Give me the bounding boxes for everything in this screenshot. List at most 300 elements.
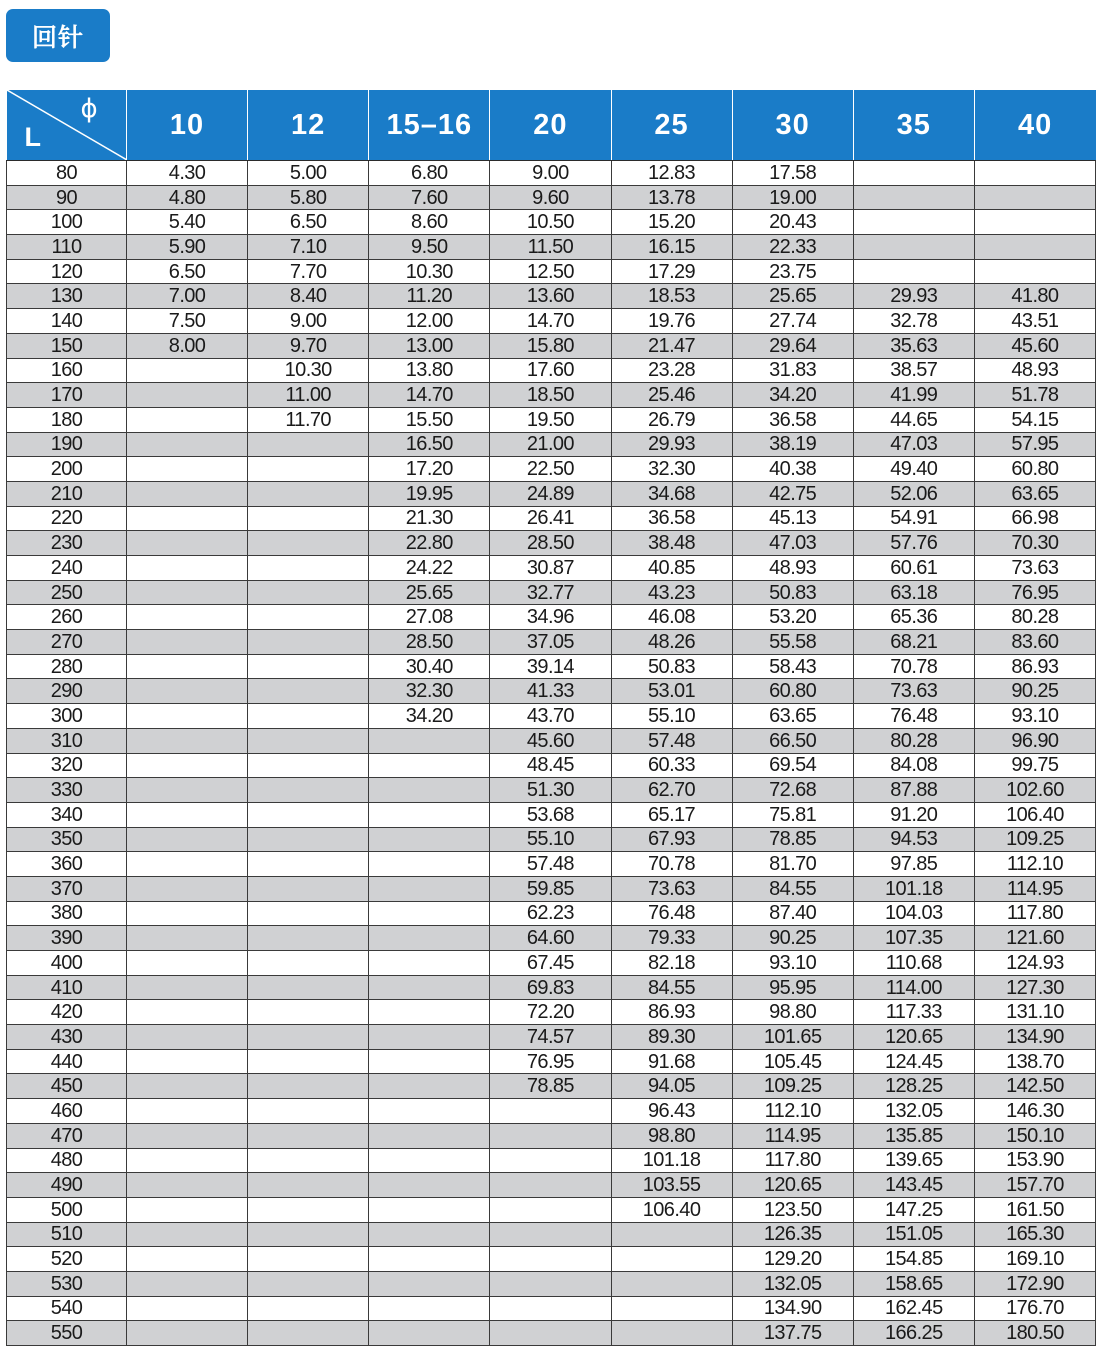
header-row: [7, 90, 1096, 161]
price-cell: 48.93: [732, 556, 853, 581]
price-cell: 129.20: [732, 1247, 853, 1272]
length-cell: 300: [7, 704, 127, 729]
price-cell: 32.77: [490, 580, 611, 605]
price-cell: [127, 1049, 248, 1074]
price-cell: 29.64: [732, 333, 853, 358]
price-cell: 9.50: [369, 235, 490, 260]
price-cell: 47.03: [853, 432, 974, 457]
price-cell: [611, 1222, 732, 1247]
price-cell: 98.80: [611, 1123, 732, 1148]
price-cell: 78.85: [490, 1074, 611, 1099]
length-symbol: L: [24, 122, 42, 152]
table-row: [7, 1074, 1096, 1099]
price-cell: 117.33: [853, 1000, 974, 1025]
price-cell: 30.87: [490, 556, 611, 581]
price-cell: 101.18: [853, 876, 974, 901]
price-cell: 99.75: [974, 753, 1095, 778]
price-cell: 6.50: [127, 259, 248, 284]
length-cell: 440: [7, 1049, 127, 1074]
price-cell: [248, 1173, 369, 1198]
price-cell: 30.40: [369, 654, 490, 679]
table-row: [7, 778, 1096, 803]
price-cell: [490, 1296, 611, 1321]
price-cell: 26.41: [490, 506, 611, 531]
length-cell: 90: [7, 185, 127, 210]
length-cell: 220: [7, 506, 127, 531]
price-cell: 17.58: [732, 161, 853, 186]
price-cell: [248, 556, 369, 581]
price-cell: 25.65: [732, 284, 853, 309]
price-cell: 117.80: [732, 1148, 853, 1173]
price-cell: 12.00: [369, 309, 490, 334]
price-cell: 62.23: [490, 901, 611, 926]
price-cell: [248, 1074, 369, 1099]
length-cell: 530: [7, 1271, 127, 1296]
table-row: [7, 630, 1096, 655]
price-cell: 38.19: [732, 432, 853, 457]
length-cell: 290: [7, 679, 127, 704]
price-cell: 45.60: [974, 333, 1095, 358]
length-cell: 160: [7, 358, 127, 383]
price-cell: 59.85: [490, 876, 611, 901]
length-cell: 370: [7, 876, 127, 901]
price-cell: [127, 926, 248, 951]
table-row: [7, 407, 1096, 432]
price-cell: 24.89: [490, 481, 611, 506]
price-cell: [248, 704, 369, 729]
table-row: [7, 333, 1096, 358]
price-cell: [248, 778, 369, 803]
price-cell: [369, 1099, 490, 1124]
price-cell: 97.85: [853, 852, 974, 877]
price-cell: 101.65: [732, 1025, 853, 1050]
price-cell: 27.08: [369, 605, 490, 630]
price-cell: [248, 1099, 369, 1124]
price-cell: 51.30: [490, 778, 611, 803]
price-cell: 137.75: [732, 1321, 853, 1346]
price-cell: [127, 975, 248, 1000]
price-cell: [369, 1222, 490, 1247]
price-cell: [127, 1247, 248, 1272]
price-cell: 91.20: [853, 802, 974, 827]
price-cell: [490, 1123, 611, 1148]
table-row: [7, 235, 1096, 260]
price-cell: 17.29: [611, 259, 732, 284]
table-row: [7, 1025, 1096, 1050]
price-cell: [369, 1197, 490, 1222]
price-cell: 38.48: [611, 531, 732, 556]
price-cell: 6.80: [369, 161, 490, 186]
price-cell: 96.43: [611, 1099, 732, 1124]
length-cell: 150: [7, 333, 127, 358]
price-cell: [127, 1197, 248, 1222]
price-cell: 27.74: [732, 309, 853, 334]
table-body: [7, 161, 1096, 1346]
diameter-symbol: ϕ: [80, 94, 99, 124]
length-cell: 350: [7, 827, 127, 852]
price-cell: 75.81: [732, 802, 853, 827]
price-cell: 7.00: [127, 284, 248, 309]
length-cell: 100: [7, 210, 127, 235]
length-cell: 500: [7, 1197, 127, 1222]
price-cell: 34.20: [369, 704, 490, 729]
price-cell: [248, 827, 369, 852]
price-cell: 47.03: [732, 531, 853, 556]
price-cell: 11.20: [369, 284, 490, 309]
table-row: [7, 457, 1096, 482]
price-cell: 7.50: [127, 309, 248, 334]
price-cell: 28.50: [369, 630, 490, 655]
price-cell: 112.10: [732, 1099, 853, 1124]
price-cell: 60.80: [974, 457, 1095, 482]
price-cell: 93.10: [732, 951, 853, 976]
price-cell: 5.00: [248, 161, 369, 186]
price-cell: [127, 852, 248, 877]
price-cell: [248, 876, 369, 901]
price-cell: 89.30: [611, 1025, 732, 1050]
column-header-diameter: 30: [732, 90, 853, 161]
table-row: [7, 259, 1096, 284]
price-cell: [369, 1173, 490, 1198]
price-cell: 4.80: [127, 185, 248, 210]
price-cell: 69.83: [490, 975, 611, 1000]
price-cell: 86.93: [974, 654, 1095, 679]
price-cell: 91.68: [611, 1049, 732, 1074]
price-cell: 65.36: [853, 605, 974, 630]
price-cell: [127, 580, 248, 605]
table-row: [7, 185, 1096, 210]
length-cell: 280: [7, 654, 127, 679]
price-cell: 84.55: [732, 876, 853, 901]
price-cell: [974, 185, 1095, 210]
price-cell: [127, 630, 248, 655]
price-cell: 84.08: [853, 753, 974, 778]
price-cell: [490, 1148, 611, 1173]
price-cell: 19.50: [490, 407, 611, 432]
price-cell: 165.30: [974, 1222, 1095, 1247]
table-row: [7, 210, 1096, 235]
price-cell: 72.20: [490, 1000, 611, 1025]
price-cell: [369, 728, 490, 753]
length-cell: 130: [7, 284, 127, 309]
price-cell: [248, 1271, 369, 1296]
table-row: [7, 432, 1096, 457]
length-cell: 110: [7, 235, 127, 260]
price-cell: [611, 1296, 732, 1321]
price-cell: 82.18: [611, 951, 732, 976]
price-cell: 22.80: [369, 531, 490, 556]
table-row: [7, 284, 1096, 309]
table-row: [7, 556, 1096, 581]
price-cell: [127, 432, 248, 457]
column-header-diameter: 20: [490, 90, 611, 161]
price-cell: 142.50: [974, 1074, 1095, 1099]
price-cell: 72.68: [732, 778, 853, 803]
price-cell: 57.48: [611, 728, 732, 753]
price-cell: 51.78: [974, 383, 1095, 408]
price-cell: 12.83: [611, 161, 732, 186]
price-cell: 7.10: [248, 235, 369, 260]
price-cell: 62.70: [611, 778, 732, 803]
price-cell: [369, 926, 490, 951]
price-cell: [369, 1271, 490, 1296]
section-title: 回针: [31, 22, 84, 52]
price-cell: 112.10: [974, 852, 1095, 877]
price-cell: [127, 901, 248, 926]
price-cell: 76.95: [974, 580, 1095, 605]
table-row: [7, 481, 1096, 506]
price-cell: 79.33: [611, 926, 732, 951]
price-cell: 18.53: [611, 284, 732, 309]
table-row: [7, 1099, 1096, 1124]
price-cell: [369, 1074, 490, 1099]
price-cell: 139.65: [853, 1148, 974, 1173]
length-cell: 250: [7, 580, 127, 605]
length-cell: 210: [7, 481, 127, 506]
price-cell: 40.85: [611, 556, 732, 581]
price-cell: 10.30: [369, 259, 490, 284]
length-cell: 520: [7, 1247, 127, 1272]
price-cell: [369, 1025, 490, 1050]
price-cell: [127, 654, 248, 679]
price-cell: 12.50: [490, 259, 611, 284]
length-cell: 390: [7, 926, 127, 951]
price-cell: 158.65: [853, 1271, 974, 1296]
price-cell: 161.50: [974, 1197, 1095, 1222]
length-cell: 490: [7, 1173, 127, 1198]
price-cell: 105.45: [732, 1049, 853, 1074]
price-cell: 53.68: [490, 802, 611, 827]
price-cell: 124.93: [974, 951, 1095, 976]
price-cell: [127, 358, 248, 383]
price-cell: 46.08: [611, 605, 732, 630]
price-cell: 6.50: [248, 210, 369, 235]
price-cell: 17.60: [490, 358, 611, 383]
price-cell: 9.70: [248, 333, 369, 358]
price-cell: 25.46: [611, 383, 732, 408]
price-cell: 13.80: [369, 358, 490, 383]
price-cell: [490, 1099, 611, 1124]
price-cell: [127, 605, 248, 630]
price-cell: [127, 383, 248, 408]
price-cell: 86.93: [611, 1000, 732, 1025]
price-cell: [127, 1173, 248, 1198]
price-cell: 9.60: [490, 185, 611, 210]
price-cell: 67.45: [490, 951, 611, 976]
price-cell: 5.90: [127, 235, 248, 260]
price-cell: [127, 1099, 248, 1124]
price-cell: 60.80: [732, 679, 853, 704]
price-cell: [974, 235, 1095, 260]
length-cell: 410: [7, 975, 127, 1000]
price-cell: 19.76: [611, 309, 732, 334]
price-cell: 134.90: [732, 1296, 853, 1321]
length-cell: 460: [7, 1099, 127, 1124]
column-header-diameter: 35: [853, 90, 974, 161]
price-cell: [127, 802, 248, 827]
price-cell: 53.01: [611, 679, 732, 704]
price-cell: 53.20: [732, 605, 853, 630]
column-header-diameter: 15–16: [369, 90, 490, 161]
price-cell: 44.65: [853, 407, 974, 432]
price-cell: [248, 605, 369, 630]
table-row: [7, 605, 1096, 630]
table-row: [7, 580, 1096, 605]
price-cell: [369, 1296, 490, 1321]
price-cell: [127, 1321, 248, 1346]
price-cell: 31.83: [732, 358, 853, 383]
length-cell: 550: [7, 1321, 127, 1346]
price-cell: 24.22: [369, 556, 490, 581]
price-cell: [248, 457, 369, 482]
price-cell: 19.00: [732, 185, 853, 210]
price-cell: 87.40: [732, 901, 853, 926]
price-cell: [248, 753, 369, 778]
price-cell: 166.25: [853, 1321, 974, 1346]
price-cell: 94.05: [611, 1074, 732, 1099]
table-row: [7, 827, 1096, 852]
price-cell: 32.30: [611, 457, 732, 482]
price-cell: 102.60: [974, 778, 1095, 803]
table-row: [7, 1049, 1096, 1074]
table-row: [7, 506, 1096, 531]
price-cell: 13.78: [611, 185, 732, 210]
price-cell: [248, 926, 369, 951]
price-cell: [127, 556, 248, 581]
price-cell: [490, 1222, 611, 1247]
price-cell: 52.06: [853, 481, 974, 506]
price-cell: 81.70: [732, 852, 853, 877]
table-row: [7, 1247, 1096, 1272]
price-cell: 57.48: [490, 852, 611, 877]
price-cell: 70.78: [853, 654, 974, 679]
price-cell: [369, 951, 490, 976]
length-cell: 270: [7, 630, 127, 655]
price-cell: 50.83: [611, 654, 732, 679]
price-cell: 153.90: [974, 1148, 1095, 1173]
price-cell: 143.45: [853, 1173, 974, 1198]
price-cell: 38.57: [853, 358, 974, 383]
price-cell: 22.33: [732, 235, 853, 260]
price-cell: 123.50: [732, 1197, 853, 1222]
table-row: [7, 926, 1096, 951]
price-cell: 135.85: [853, 1123, 974, 1148]
column-header-diameter: 10: [127, 90, 248, 161]
price-cell: 95.95: [732, 975, 853, 1000]
price-cell: [127, 827, 248, 852]
price-cell: 48.93: [974, 358, 1095, 383]
length-cell: 230: [7, 531, 127, 556]
price-cell: 25.65: [369, 580, 490, 605]
price-cell: 43.70: [490, 704, 611, 729]
price-cell: 66.50: [732, 728, 853, 753]
table-row: [7, 1123, 1096, 1148]
column-header-diameter: 12: [248, 90, 369, 161]
price-cell: [853, 185, 974, 210]
length-cell: 180: [7, 407, 127, 432]
price-cell: [369, 778, 490, 803]
price-cell: 45.60: [490, 728, 611, 753]
table-row: [7, 704, 1096, 729]
price-cell: 39.14: [490, 654, 611, 679]
price-cell: 32.78: [853, 309, 974, 334]
price-cell: 124.45: [853, 1049, 974, 1074]
price-cell: [248, 1197, 369, 1222]
price-cell: [974, 210, 1095, 235]
price-cell: 54.91: [853, 506, 974, 531]
return-pin-spec-table: [6, 90, 1096, 1346]
price-cell: 169.10: [974, 1247, 1095, 1272]
price-cell: [369, 852, 490, 877]
price-cell: 109.25: [732, 1074, 853, 1099]
table-row: [7, 951, 1096, 976]
price-cell: 154.85: [853, 1247, 974, 1272]
price-cell: 151.05: [853, 1222, 974, 1247]
price-cell: [127, 951, 248, 976]
price-cell: [248, 852, 369, 877]
price-cell: 107.35: [853, 926, 974, 951]
price-cell: 114.00: [853, 975, 974, 1000]
price-cell: 74.57: [490, 1025, 611, 1050]
price-cell: 70.30: [974, 531, 1095, 556]
price-cell: 80.28: [853, 728, 974, 753]
price-cell: [853, 259, 974, 284]
price-cell: [369, 1321, 490, 1346]
price-cell: [369, 802, 490, 827]
price-cell: 5.80: [248, 185, 369, 210]
price-cell: [248, 679, 369, 704]
price-cell: [490, 1197, 611, 1222]
price-cell: 34.68: [611, 481, 732, 506]
price-cell: 7.60: [369, 185, 490, 210]
price-cell: [490, 1271, 611, 1296]
price-cell: [127, 506, 248, 531]
table-row: [7, 1000, 1096, 1025]
price-cell: [611, 1321, 732, 1346]
price-cell: [248, 654, 369, 679]
column-header-diameter: 25: [611, 90, 732, 161]
price-cell: 22.50: [490, 457, 611, 482]
price-cell: [127, 481, 248, 506]
table-header: [7, 90, 1096, 161]
price-cell: 54.15: [974, 407, 1095, 432]
price-cell: 147.25: [853, 1197, 974, 1222]
price-cell: 13.00: [369, 333, 490, 358]
length-cell: 340: [7, 802, 127, 827]
table-row: [7, 161, 1096, 186]
price-cell: 70.78: [611, 852, 732, 877]
price-cell: 73.63: [853, 679, 974, 704]
price-cell: 23.28: [611, 358, 732, 383]
price-cell: 98.80: [732, 1000, 853, 1025]
price-cell: 84.55: [611, 975, 732, 1000]
price-cell: 83.60: [974, 630, 1095, 655]
price-cell: 10.50: [490, 210, 611, 235]
table-row: [7, 1173, 1096, 1198]
price-cell: 15.20: [611, 210, 732, 235]
price-cell: 176.70: [974, 1296, 1095, 1321]
price-cell: [611, 1271, 732, 1296]
price-cell: 172.90: [974, 1271, 1095, 1296]
price-cell: 49.40: [853, 457, 974, 482]
price-cell: 4.30: [127, 161, 248, 186]
price-cell: 127.30: [974, 975, 1095, 1000]
column-header-diameter: 40: [974, 90, 1095, 161]
price-cell: [490, 1321, 611, 1346]
price-cell: [127, 531, 248, 556]
price-cell: [369, 1049, 490, 1074]
price-cell: 36.58: [611, 506, 732, 531]
